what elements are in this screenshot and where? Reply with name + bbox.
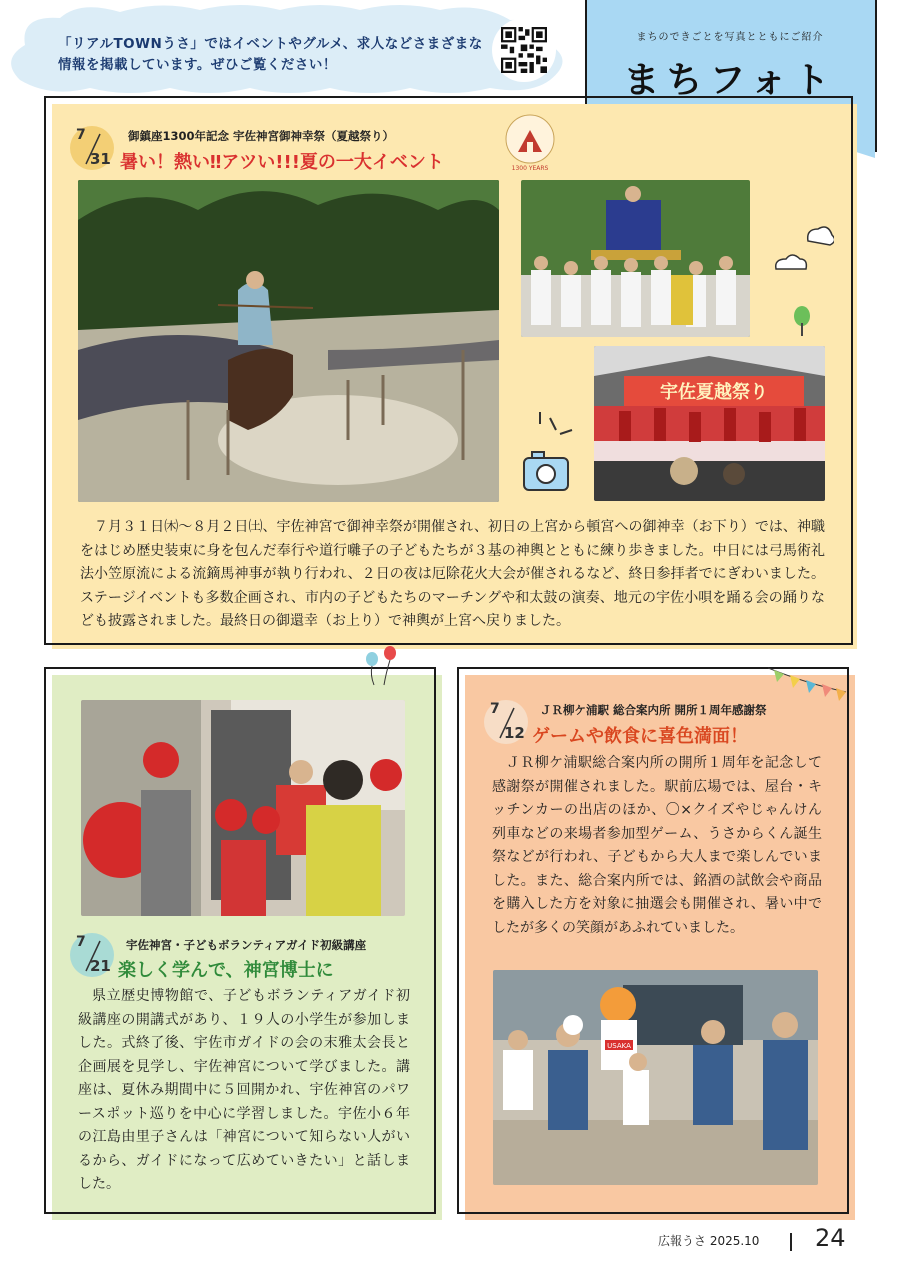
anniversary-logo xyxy=(500,112,560,174)
cloud-icon xyxy=(772,213,834,277)
intro-text: 「リアルTOWNうさ」ではイベントやグルメ、求人などさまざまな情報を掲載しています。ぜひご覧ください！ xyxy=(58,36,483,73)
qr-code-icon xyxy=(501,27,547,73)
page-number: 24 xyxy=(815,1224,846,1252)
footer-divider xyxy=(790,1233,792,1251)
article1-date-day: 31 xyxy=(90,150,111,168)
article1-body: ７月３１日㈭～８月２日㈯、宇佐神宮で御神幸祭が開催され、初日の上宮から頓宮への御神幸（お下り）では、神職をはじめ歴史装束に身を包んだ奉行や道行囃子の子どもたちが３基の神輿とともに練り歩きました。中日には弓馬術礼法小笠原流による流鏑馬神事が執り行われ、２日の夜は厄除花火大会が催されるなど、終日参拝者でにぎわいました。ステージイベントも多数企画され、市内の子どもたちのマーチングや和太鼓の演奏、地元の宇佐小唄を踊る会の踊りなども披露されました。最終日の御還幸（お上り）で神輿が上宮へ戻りました。 xyxy=(80,519,825,629)
tree-icon xyxy=(792,305,812,337)
article3-heading: ゲームや飲食に喜色満面！ xyxy=(532,726,748,747)
anniversary-logo-text: 1300 YEARS xyxy=(511,165,549,172)
balloons-icon xyxy=(362,645,402,687)
article3-date-month: 7 xyxy=(490,701,500,717)
museum-tour-photo xyxy=(81,700,405,916)
title-subtitle: まちのできごとを写真とともにご紹介 xyxy=(636,32,824,43)
stage-festival-photo xyxy=(594,346,825,501)
article3-date-day: 12 xyxy=(504,724,525,742)
publication-label: 広報うさ 2025.10 xyxy=(658,1234,760,1248)
article2-body: 県立歴史博物館で、子どもボランティアガイド初級講座の開講式があり、１９人の小学生が参加しました。式終了後、宇佐市ガイドの会の末雅太会長と企画展を見学し、宇佐神宮について学びました。講座は、夏休み期間中に５回開かれ、宇佐神宮のパワースポット巡りを中心に学習しました。宇佐小６年の江島由里子さんは「神宮について知らない人がいるから、ガイドになって広めていきたい」と話しました。 xyxy=(78,988,410,1192)
bunting-flags-icon xyxy=(768,664,848,704)
station-event-photo xyxy=(493,970,818,1185)
page-title: まちフォト xyxy=(623,60,837,101)
article2-heading: 楽しく学んで、神宮博士に xyxy=(118,960,334,981)
camera-icon xyxy=(520,410,582,495)
stage-sign-text: 宇佐夏越祭り xyxy=(660,382,768,403)
qr-code[interactable] xyxy=(492,18,556,82)
article1-date-month: 7 xyxy=(76,127,86,143)
article1-subheading: 御鎮座1300年記念 宇佐神宮御神幸祭（夏越祭り） xyxy=(128,129,395,143)
mikoshi-photo xyxy=(521,180,750,337)
article3-body: ＪＲ柳ケ浦駅総合案内所の開所１周年を記念して感謝祭が開催されました。駅前広場では、屋台・キッチンカーの出店のほか、〇×クイズやじゃんけん列車などの来場者参加型ゲーム、うさからくん誕生祭などが行われ、子どもから大人まで楽しんでいました。また、総合案内所では、銘酒の試飲会や商品を購入した方を対象に抽選会も開催され、暑い中でしたが多くの笑顔があふれていました。 xyxy=(492,755,822,936)
article2-date-day: 21 xyxy=(90,957,111,975)
mascot-label: USAKA xyxy=(607,1042,631,1050)
article2-subheading: 宇佐神宮・子どもボランティアガイド初級講座 xyxy=(126,938,367,952)
article2-date-month: 7 xyxy=(76,934,86,950)
yabusame-photo xyxy=(78,180,499,502)
article1-heading: 暑い！熱い‼アツい!!!夏の一大イベント xyxy=(120,152,444,173)
article3-subheading: ＪＲ柳ケ浦駅 総合案内所 開所１周年感謝祭 xyxy=(540,703,767,717)
